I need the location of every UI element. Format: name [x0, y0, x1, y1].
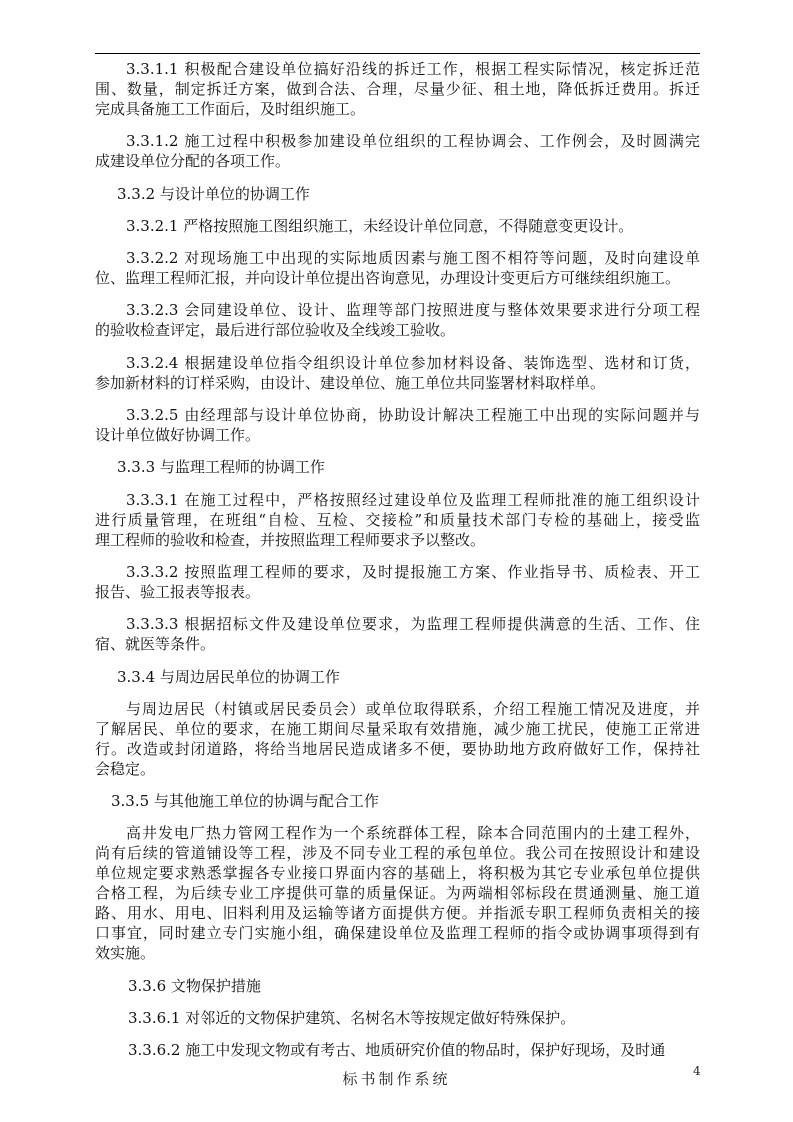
text-line: 3.3.2.2 对现场施工中出现的实际地质因素与施工图不相符等问题，及时向建设单 [126, 249, 700, 268]
paragraph [95, 131, 700, 171]
text-line: 3.3.4 与周边居民单位的协调工作 [117, 667, 340, 686]
paragraph [95, 562, 700, 602]
paragraph [95, 248, 700, 288]
text-line: 宿、就医等条件。 [95, 635, 216, 654]
text-line: 3.3.3.1 在施工过程中，严格按照经过建设单位及监理工程师批准的施工组织设计 [126, 490, 700, 509]
text-line: 3.3.2.4 根据建设单位指令组织设计单位参加材料设备、装饰选型、选材和订货， [126, 353, 700, 372]
text-line: 了解居民、单位的要求，在施工期间尽量采取有效措施，减少施工扰民，使施工正常进 [95, 719, 700, 738]
paragraph [95, 699, 700, 779]
paragraph [95, 490, 700, 550]
text-line: 位、监理工程师汇报，并向设计单位提出咨询意见，办理设计变更后方可继续组织施工。 [95, 269, 681, 288]
text-line: 成建设单位分配的各项工作。 [95, 152, 291, 171]
text-line: 会稳定。 [95, 759, 156, 778]
section-heading [95, 667, 700, 687]
paragraph [95, 1040, 700, 1060]
text-line: 单位规定要求熟悉掌握各专业接口界面内容的基础上，将积极为其它专业承包单位提供 [95, 864, 700, 883]
paragraph [95, 823, 700, 963]
text-line: 3.3.3.3 根据招标文件及建设单位要求，为监理工程师提供满意的生活、工作、住 [126, 615, 700, 634]
text-line: 合格工程，为后续专业工序提供可靠的质量保证。为两端相邻标段在贯通测量、施工道 [95, 884, 700, 903]
text-line: 3.3.3 与监理工程师的协调工作 [117, 458, 325, 477]
text-line: 围、数量，制定拆迁方案，做到合法、合理，尽量少征、租土地，降低拆迁费用。拆迁 [95, 80, 700, 98]
text-line: 3.3.6.2 施工中发现文物或有考古、地质研究价值的物品时，保护好现场，及时通 [128, 1041, 666, 1060]
text-line: 3.3.6 文物保护措施 [128, 976, 261, 995]
header-rule [95, 53, 700, 54]
document-body [95, 59, 700, 1060]
text-line: 高井发电厂热力管网工程作为一个系统群体工程，除本合同范围内的土建工程外， [126, 824, 700, 843]
text-line: 口事宜，同时建立专门实施小组，确保建设单位及监理工程师的指令或协调事项得到有 [95, 924, 700, 943]
section-heading [95, 976, 700, 996]
paragraph [95, 405, 700, 445]
text-line: 3.3.1.2 施工过程中积极参加建设单位组织的工程协调会、工作例会，及时圆满完 [126, 132, 700, 151]
text-line: 的验收检查评定，最后进行部位验收及全线竣工验收。 [95, 321, 456, 340]
text-line: 行。改造或封闭道路，将给当地居民造成诸多不便，要协助地方政府做好工作，保持社 [95, 739, 700, 758]
text-line: 路、用水、用电、旧料利用及运输等诸方面提供方便。并指派专职工程师负责相关的接 [95, 904, 700, 923]
text-line: 尚有后续的管道铺设等工程，涉及不同专业工程的承包单位。我公司在按照设计和建设 [95, 844, 700, 863]
section-heading [95, 457, 700, 477]
text-line: 3.3.3.2 按照监理工程师的要求，及时提报施工方案、作业指导书、质检表、开工 [126, 562, 700, 581]
paragraph [95, 353, 700, 393]
paragraph [95, 1008, 700, 1028]
text-line: 3.3.6.1 对邻近的文物保护建筑、名树名木等按规定做好特殊保护。 [128, 1009, 576, 1028]
paragraph [95, 216, 700, 236]
text-line: 3.3.1.1 积极配合建设单位搞好沿线的拆迁工作，根据工程实际情况，核定拆迁范 [126, 60, 700, 78]
text-line: 理工程师的验收和检查，并按照监理工程师要求予以整改。 [95, 530, 486, 549]
text-line: 3.3.5 与其他施工单位的协调与配合工作 [111, 792, 379, 811]
text-line: 报告、验工报表等报表。 [95, 582, 261, 601]
text-line: 效实施。 [95, 944, 156, 963]
text-line: 3.3.2.1 严格按照施工图组织施工，未经设计单位同意，不得随意变更设计。 [126, 216, 634, 235]
text-line: 进行质量管理，在班组“自检、互检、交接检”和质量技术部门专检的基础上，接受监 [95, 510, 700, 529]
text-line: 3.3.2 与设计单位的协调工作 [117, 184, 310, 203]
text-line: 设计单位做好协调工作。 [95, 426, 261, 445]
section-heading [95, 184, 700, 204]
page-number: 4 [693, 1064, 701, 1078]
text-line: 3.3.2.5 由经理部与设计单位协商，协助设计解决工程施工中出现的实际问题并与 [126, 406, 700, 425]
paragraph [95, 614, 700, 654]
text-line: 完成具备施工工作面后，及时组织施工。 [95, 100, 366, 118]
paragraph [95, 59, 700, 119]
paragraph [95, 300, 700, 340]
section-heading [95, 791, 700, 811]
footer-title: 标书制作系统 [342, 1070, 451, 1088]
text-line: 3.3.2.3 会同建设单位、设计、监理等部门按照进度与整体效果要求进行分项工程 [126, 301, 700, 320]
text-line: 与周边居民（村镇或居民委员会）或单位取得联系，介绍工程施工情况及进度，并 [126, 699, 700, 718]
text-line: 参加新材料的订样采购，由设计、建设单位、施工单位共同鉴署材料取样单。 [95, 373, 606, 392]
